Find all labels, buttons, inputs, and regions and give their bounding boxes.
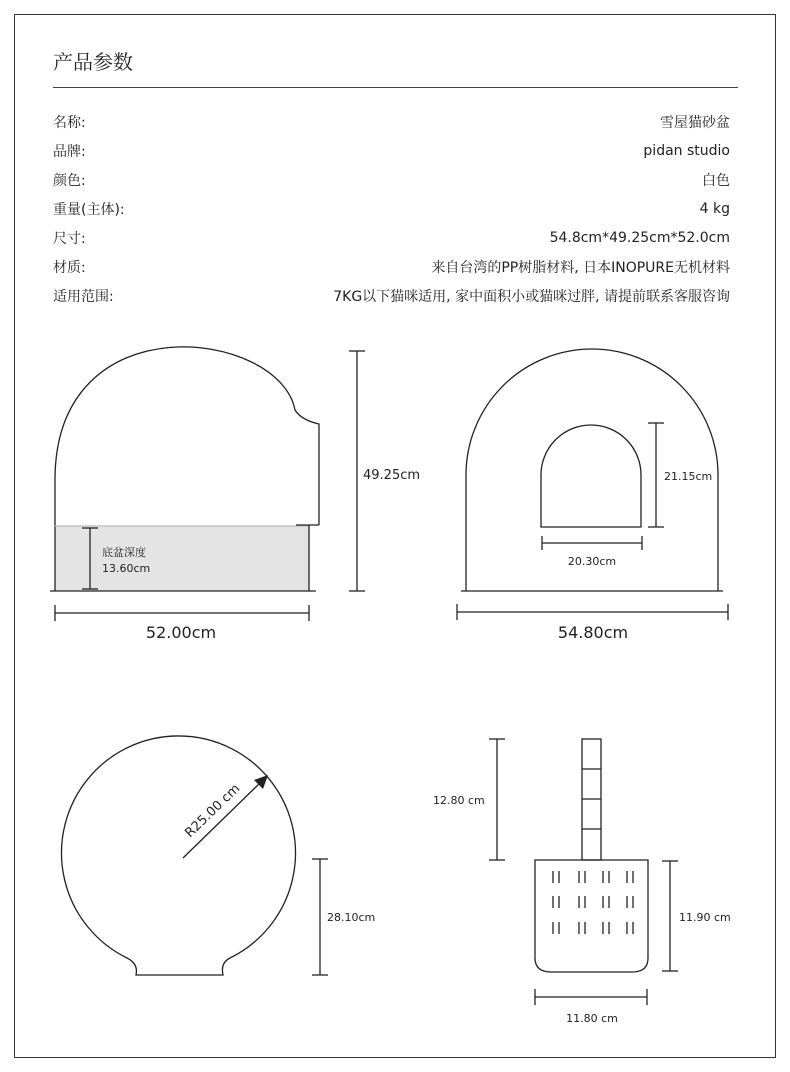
spec-label: 材质: [53, 259, 86, 276]
front-view-diagram [457, 349, 728, 620]
door-height-value: 21.15cm [664, 470, 713, 483]
spec-label: 重量(主体): [53, 201, 125, 218]
radius-value: R25.00 cm [182, 781, 244, 841]
depth-label: 底盆深度 [102, 546, 146, 559]
side-height-value: 49.25cm [363, 468, 421, 483]
scoop-head [535, 860, 648, 972]
spec-value: 白色 [702, 172, 730, 189]
handle-length-value: 12.80 cm [433, 794, 485, 807]
scoop-slots [553, 871, 633, 934]
scoop-diagram [489, 739, 678, 1005]
spec-label: 名称: [53, 114, 86, 131]
spec-label: 品牌: [53, 143, 86, 160]
depth-value: 13.60cm [102, 562, 151, 575]
spec-label: 尺寸: [53, 230, 86, 247]
door-width-value: 20.30cm [567, 555, 617, 568]
side-width-value: 52.00cm [145, 623, 217, 642]
front-width-value: 54.80cm [557, 623, 629, 642]
spec-label: 颜色: [53, 172, 86, 189]
spec-value: 来自台湾的PP树脂材料, 日本INOPURE无机材料 [431, 259, 730, 276]
base-depth-fill [55, 526, 309, 591]
top-outline [62, 736, 296, 975]
spec-label: 适用范围: [53, 288, 114, 305]
page-title: 产品参数 [53, 50, 133, 74]
door-opening [541, 425, 641, 527]
top-view-diagram [62, 736, 329, 975]
side-view-diagram [50, 347, 365, 621]
spec-value: 7KG以下猫咪适用, 家中面积小或猫咪过胖, 请提前联系客服咨询 [333, 288, 730, 305]
top-height-value: 28.10cm [327, 911, 376, 924]
spec-value: pidan studio [643, 142, 730, 159]
head-height-value: 11.90 cm [679, 911, 731, 924]
spec-value: 54.8cm*49.25cm*52.0cm [549, 229, 730, 246]
spec-value: 4 kg [699, 200, 730, 217]
head-width-value: 11.80 cm [566, 1012, 618, 1025]
spec-value: 雪屋猫砂盆 [660, 114, 730, 131]
